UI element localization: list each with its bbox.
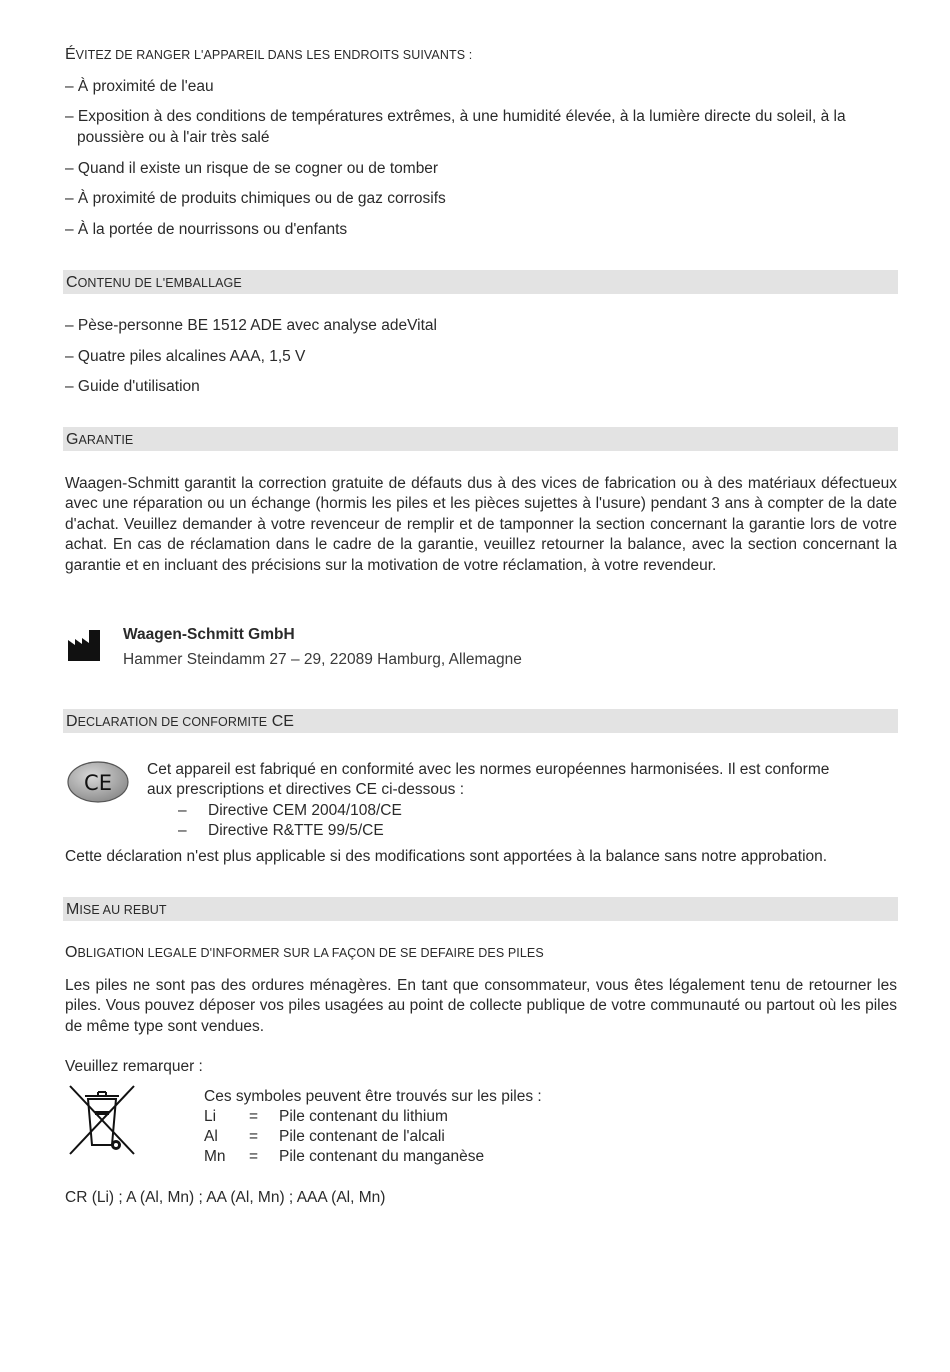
contents-item: – Quatre piles alcalines AAA, 1,5 V [65,348,306,365]
disposal-section-band [63,897,898,921]
ce-mark-icon [67,761,129,803]
directive-text: Directive R&TTE 99/5/CE [208,822,384,839]
conformity-heading-initial: D [66,713,78,730]
storage-heading [65,46,472,64]
conformity-section-band [63,709,898,733]
storage-item: – À la portée de nourrissons ou d'enfants [65,221,348,238]
storage-item-continued: poussière ou à l'air très salé [77,129,270,146]
directive-dash: – [178,802,187,819]
disposal-heading [66,901,167,919]
symbol-code: Al [204,1128,218,1145]
symbol-desc: Pile contenant du manganèse [279,1148,485,1165]
warranty-text: Waagen-Schmitt garantit la correction gratuite de défauts dus à des vices de fabrication ou à des matériaux défectueux avec une réparation ou un échange (hormis les piles et les pièces sujettes à l'usure) pendant 3 ans à compter de la date d'achat. Veuillez demander à votre revenceur de remplir et de tamponner la section concernant la garantie lors de votre achat. En cas de réclamation dans le cadre de la garantie, veuillez retourner la balance, avec la section concernant la garantie et en incluant des précisions sur la motivation de votre réclamation, à votre revendeur. [65,475,897,574]
directive-item [178,802,187,820]
storage-item: – Quand il existe un risque de se cogner ou de tomber [65,160,439,177]
contents-item: – Pèse-personne BE 1512 ADE avec analyse adeVital [65,317,437,334]
disposal-heading-text: ISE AU REBUT [79,903,167,917]
contents-section-band [63,270,898,294]
disposal-subheading [65,944,544,962]
symbol-code: Li [204,1108,217,1125]
warranty-heading [66,431,133,449]
storage-item: – À proximité de produits chimiques ou de gaz corrosifs [65,190,446,207]
directive-dash: – [178,822,187,839]
crossed-bin-icon [66,1083,138,1157]
conformity-heading-text: ECLARATION DE CONFORMITE [77,715,268,729]
disposal-note-label: Veuillez remarquer : [65,1058,203,1075]
conformity-heading-ce: CE [267,713,294,730]
conformity-line-1: Cet appareil est fabriqué en conformité avec les normes européennes harmonisées. Il est conforme [147,761,830,778]
storage-heading-initial: É [65,46,76,63]
storage-item: – À proximité de l'eau [65,78,214,95]
contents-heading [66,274,242,292]
warranty-heading-text: ARANTIE [78,433,134,447]
conformity-line-2: aux prescriptions et directives CE ci-dessous : [147,781,465,798]
warranty-heading-initial: G [66,431,79,448]
ce-mark-label: CE [84,771,112,795]
conformity-note: Cette déclaration n'est plus applicable si des modifications sont apportées à la balance sans notre approbation. [65,848,828,865]
symbol-desc: Pile contenant du lithium [279,1108,448,1125]
symbol-equals: = [249,1108,259,1125]
disposal-text: Les piles ne sont pas des ordures ménagères. En tant que consommateur, vous êtes légalement tenu de retourner les piles. Vous pouvez déposer vos piles usagées au point de collecte publique de votre communauté ou partout où les piles de même type sont vendues. [65,977,897,1035]
storage-item: – Exposition à des conditions de températures extrêmes, à une humidité élevée, à la lumière directe du soleil, à la [65,108,846,125]
contents-item: – Guide d'utilisation [65,378,200,395]
symbols-intro: Ces symboles peuvent être trouvés sur les piles : [204,1088,542,1105]
contents-heading-initial: C [66,274,78,291]
directive-item [178,822,187,840]
warranty-section-band [63,427,898,451]
conformity-heading [66,713,294,731]
disposal-subheading-text: BLIGATION LEGALE D'INFORMER SUR LA FAÇON DE SE DEFAIRE DES PILES [77,946,544,960]
disposal-subheading-initial: O [65,944,78,961]
manufacturer-name: Waagen-Schmitt GmbH [123,626,295,643]
battery-types-line: CR (Li) ; A (Al, Mn) ; AA (Al, Mn) ; AAA (Al, Mn) [65,1189,386,1206]
factory-icon [67,628,101,662]
disposal-heading-initial: M [66,901,80,918]
symbol-code: Mn [204,1148,226,1165]
contents-heading-text: ONTENU DE L'EMBALLAGE [77,276,242,290]
symbol-equals: = [249,1148,259,1165]
symbol-desc: Pile contenant de l'alcali [279,1128,445,1145]
directive-text: Directive CEM 2004/108/CE [208,802,402,819]
storage-heading-text: VITEZ DE RANGER L'APPAREIL DANS LES ENDROITS SUIVANTS : [75,48,473,62]
manufacturer-address: Hammer Steindamm 27 – 29, 22089 Hamburg, Allemagne [123,651,522,668]
symbol-equals: = [249,1128,259,1145]
